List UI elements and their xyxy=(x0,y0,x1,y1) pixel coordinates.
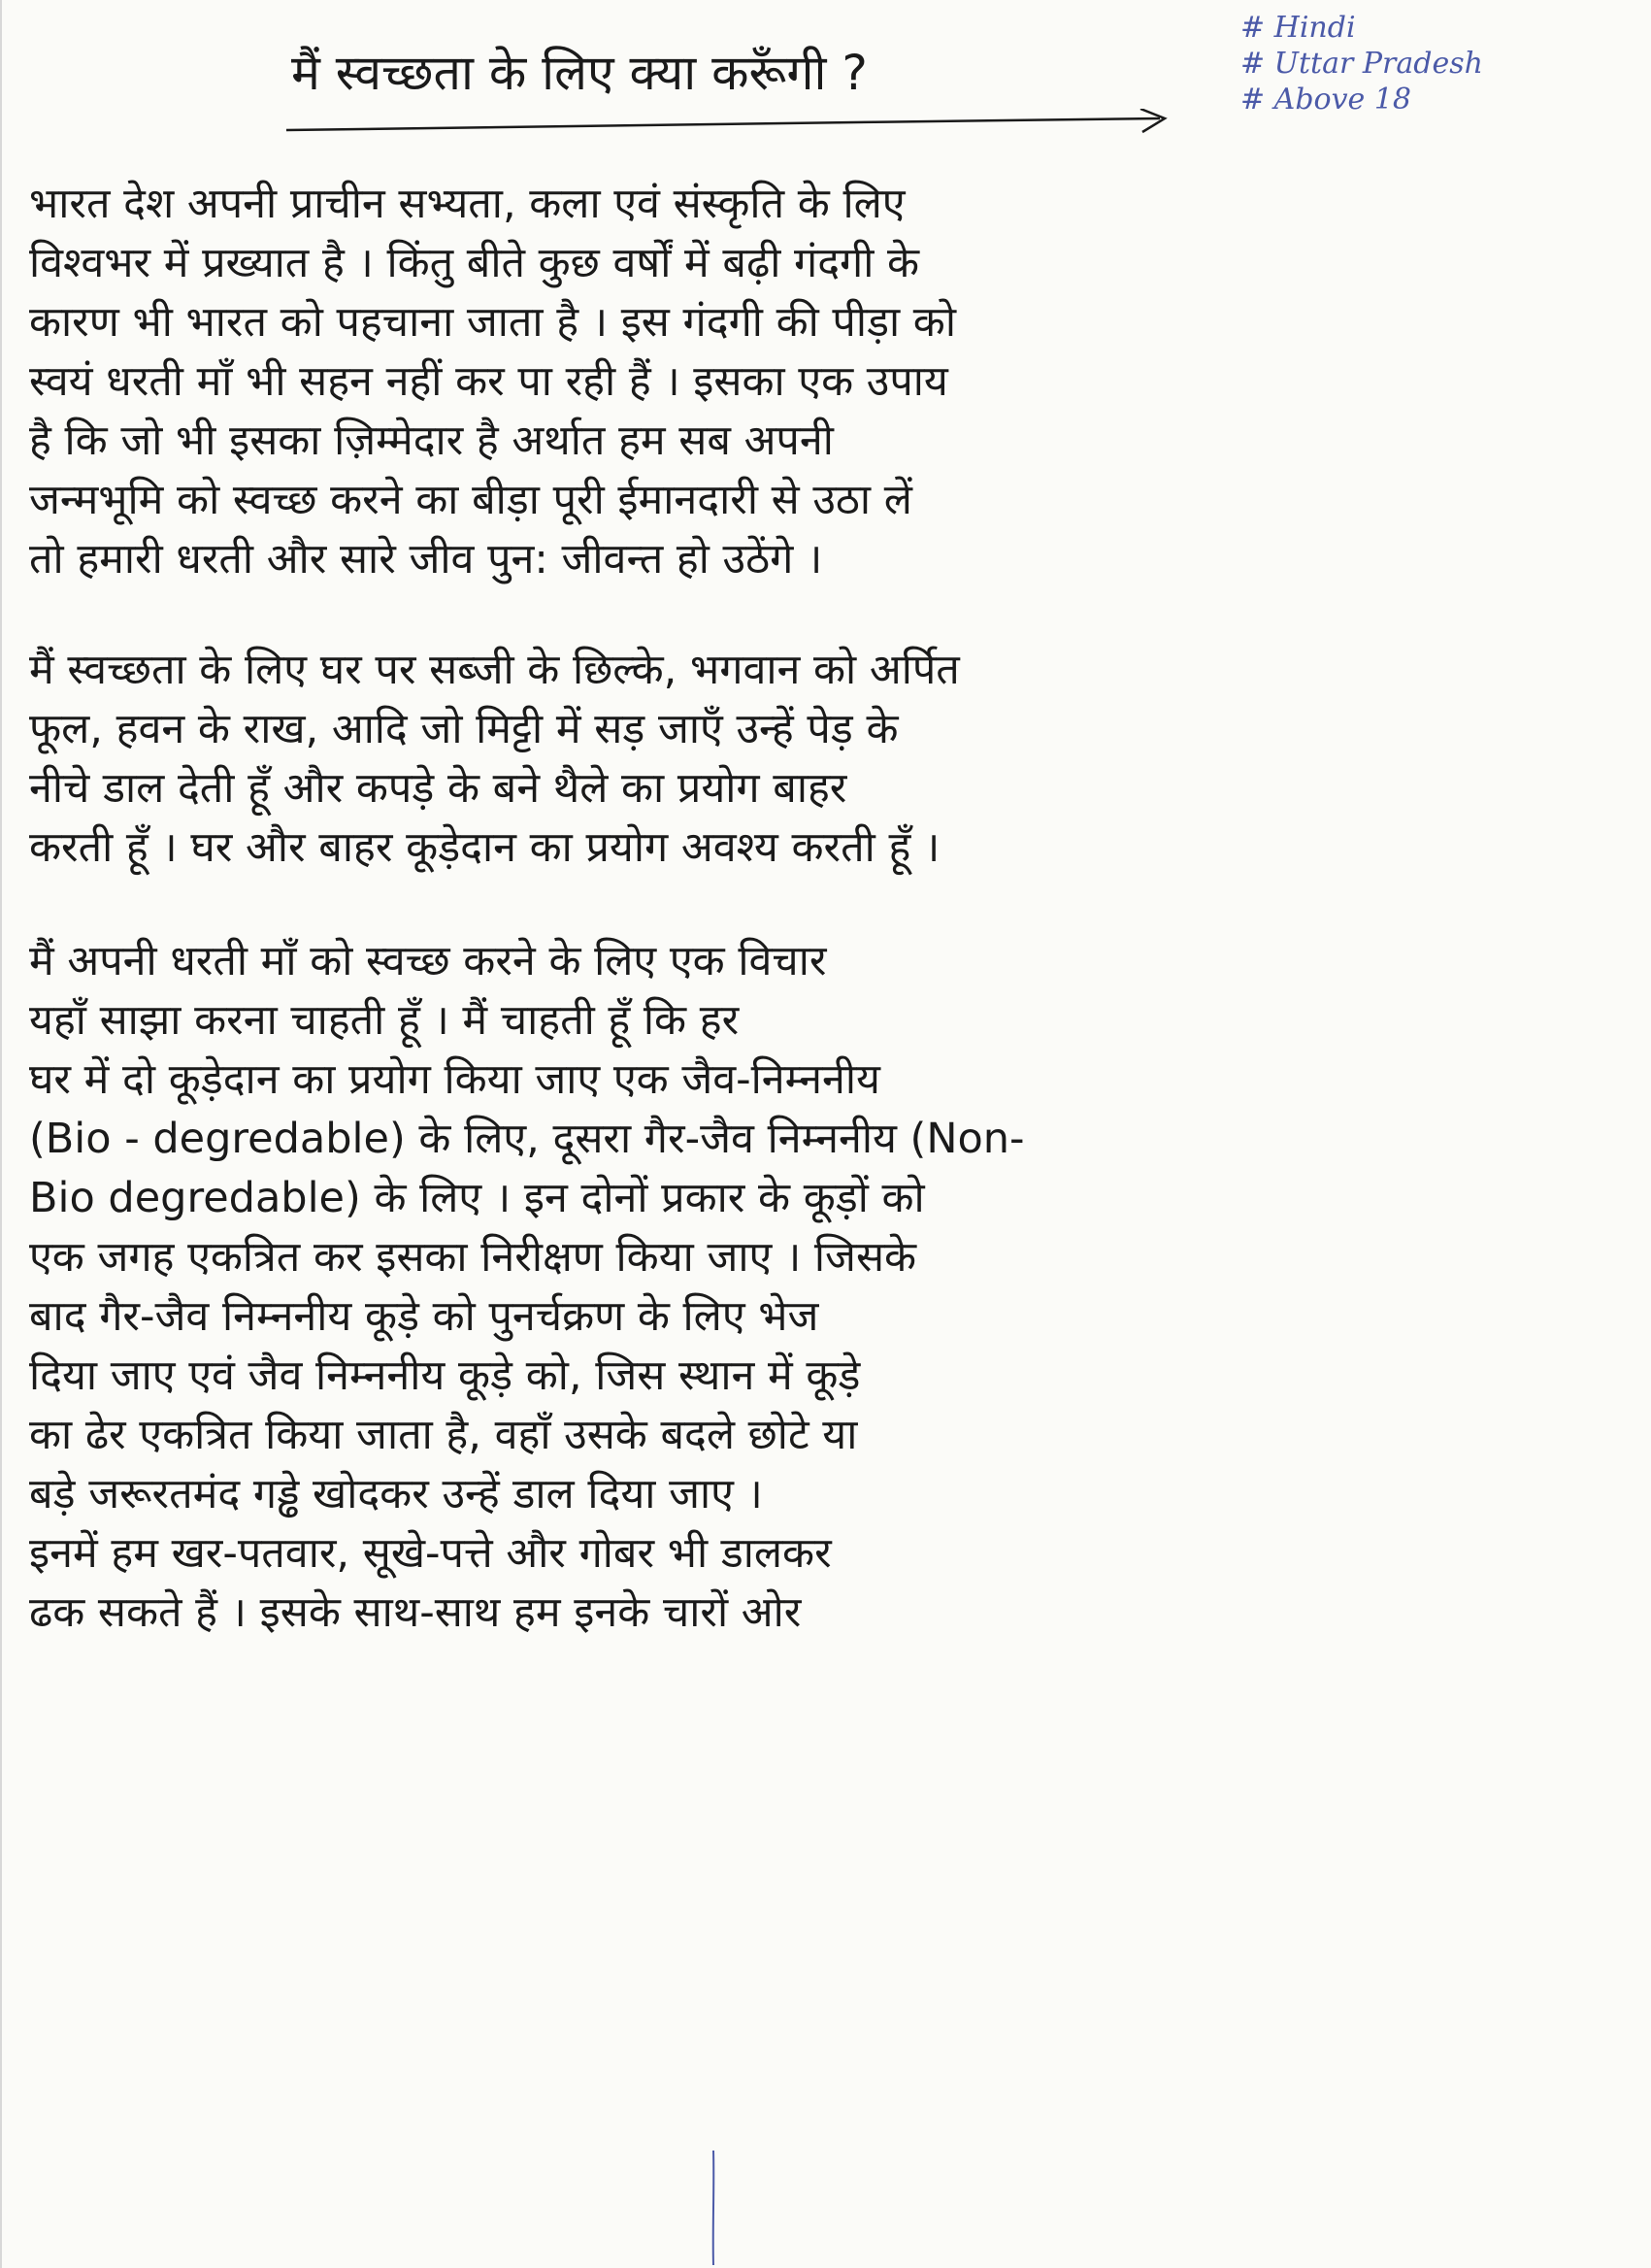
essay-title: मैं स्वच्छता के लिए क्या करूँगी ? xyxy=(291,45,868,101)
text-line: मैं अपनी धरती माँ को स्वच्छ करने के लिए एक विचार xyxy=(29,937,827,985)
text-line: जन्मभूमि को स्वच्छ करने का बीड़ा पूरी ईमानदारी से उठा लें xyxy=(29,476,912,524)
text-line: दिया जाए एवं जैव निम्ननीय कूड़े को, जिस स्थान में कूड़े xyxy=(29,1351,861,1400)
text-line: बाद गैर-जैव निम्ननीय कूड़े को पुनर्चक्रण के लिए भेज xyxy=(29,1292,819,1341)
title-underline-arrow xyxy=(281,109,1184,148)
text-line: ढक सकते हैं । इसके साथ-साथ हम इनके चारों ओर xyxy=(29,1588,802,1637)
text-line: मैं स्वच्छता के लिए घर पर सब्जी के छिल्के, भगवान को अर्पित xyxy=(29,646,960,694)
text-line: बड़े जरूरतमंद गड्ढे खोदकर उन्हें डाल दिया जाए । xyxy=(29,1470,763,1518)
tag-age-group: # Above 18 xyxy=(1240,83,1412,117)
text-line: करती हूँ । घर और बाहर कूड़ेदान का प्रयोग अवश्य करती हूँ । xyxy=(29,823,941,872)
text-line: स्वयं धरती माँ भी सहन नहीं कर पा रही हैं । इसका एक उपाय xyxy=(29,357,948,406)
paragraph-2 xyxy=(29,641,1621,878)
tag-region: # Uttar Pradesh xyxy=(1240,47,1483,81)
tag-list xyxy=(1240,10,1629,117)
text-line: (Bio - degredable) के लिए, दूसरा गैर-जैव निम्ननीय (Non- xyxy=(29,1115,1025,1163)
pen-stroke-mark xyxy=(710,2151,716,2265)
page-edge-shadow xyxy=(0,0,2,2268)
text-line: का ढेर एकत्रित किया जाता है, वहाँ उसके बदले छोटे या xyxy=(29,1411,858,1459)
text-line: घर में दो कूड़ेदान का प्रयोग किया जाए एक जैव-निम्ननीय xyxy=(29,1055,880,1104)
tag-language: # Hindi xyxy=(1240,11,1356,45)
text-line: भारत देश अपनी प्राचीन सभ्यता, कला एवं संस्कृति के लिए xyxy=(29,180,906,228)
text-line: Bio degredable) के लिए । इन दोनों प्रकार के कूड़ों को xyxy=(29,1174,925,1222)
text-line: एक जगह एकत्रित कर इसका निरीक्षण किया जाए । जिसके xyxy=(29,1233,917,1282)
text-line: इनमें हम खर-पतवार, सूखे-पत्ते और गोबर भी डालकर xyxy=(29,1529,832,1578)
text-line: फूल, हवन के राख, आदि जो मिट्टी में सड़ जाएँ उन्हें पेड़ के xyxy=(29,705,899,753)
paragraph-3 xyxy=(29,932,1621,1643)
text-line: नीचे डाल देती हूँ और कपड़े के बने थैले का प्रयोग बाहर xyxy=(29,764,847,813)
text-line: है कि जो भी इसका ज़िम्मेदार है अर्थात हम सब अपनी xyxy=(29,417,834,465)
text-line: कारण भी भारत को पहचाना जाता है । इस गंदगी की पीड़ा को xyxy=(29,298,956,347)
paragraph-1 xyxy=(29,175,1621,589)
text-line: तो हमारी धरती और सारे जीव पुन: जीवन्त हो उठेंगे । xyxy=(29,535,823,584)
text-line: यहाँ साझा करना चाहती हूँ । मैं चाहती हूँ कि हर xyxy=(29,996,740,1045)
text-line: विश्वभर में प्रख्यात है । किंतु बीते कुछ वर्षों में बढ़ी गंदगी के xyxy=(29,239,920,287)
